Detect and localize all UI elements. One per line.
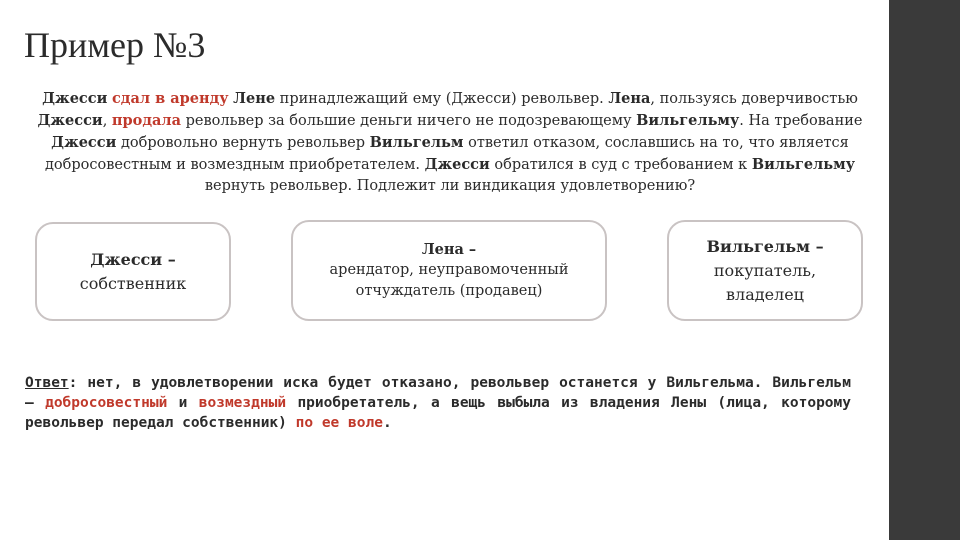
problem-wilhelm: Вильгельму [636,112,740,129]
answer-and: и [178,395,188,411]
problem-jesse-3: Джесси [51,134,117,151]
problem-jesse-4: Джесси [424,156,490,173]
problem-lena: Лене [233,90,276,107]
problem-text [30,88,870,197]
answer-good-faith: добросовестный [45,395,168,411]
problem-text-8: вернуть револьвер. Подлежит ли виндикация удовлетворению? [204,178,696,194]
problem-jesse-2: Джесси [37,112,103,129]
problem-comma: , [102,113,108,129]
problem-text-1: принадлежащий ему (Джесси) револьвер. [279,91,604,107]
answer-period: . [382,415,392,431]
problem-text-4: . На требование [739,113,863,129]
lessee-role-line-1: арендатор, неуправомоченный [329,262,569,278]
answer-label: Ответ [25,375,69,391]
answer-part-2: приобретатель, а вещь выбыла из владения Лены (лица, которому револьвер передал собственник) [25,395,851,431]
answer-for-value: возмездный [198,395,287,411]
lessee-box [291,220,607,321]
problem-text-6: ответил отказом, сославшись на то, что является добросовестным и возмездным приобретателем. [44,135,849,173]
lessee-name: Лена – [421,241,477,258]
slide-title: Пример №3 [24,25,206,65]
problem-wilhelm-3: Вильгельму [751,156,855,173]
owner-role: собственник [79,273,187,293]
problem-wilhelm-2: Вильгельм [369,134,464,151]
buyer-role-line-2: владелец [726,284,804,304]
buyer-role-line-1: покупатель, [713,260,817,280]
answer-by-her-will: по ее воле [295,415,383,431]
problem-leased: сдал в аренду [111,90,229,107]
owner-box [35,222,231,321]
owner-name: Джесси – [90,249,176,269]
buyer-box [667,220,863,321]
problem-lena-2: Лена [608,90,651,107]
problem-sold: продала [111,112,182,129]
buyer-name: Вильгельм – [706,236,824,256]
problem-text-2: , пользуясь доверчивостью [650,91,858,107]
problem-text-5: добровольно вернуть револьвер [120,135,366,151]
answer-part-1: : нет, в удовлетворении иска будет отказано, револьвер останется у Вильгельма. Вильгельм – [25,375,851,411]
problem-text-7: обратился в суд с требованием к [494,157,748,173]
lessee-role-line-2: отчуждатель (продавец) [355,283,543,299]
right-side-bar [889,0,960,540]
problem-text-3: револьвер за большие деньги ничего не подозревающему [185,113,632,129]
answer-text [25,373,851,433]
problem-jesse: Джесси [42,90,108,107]
